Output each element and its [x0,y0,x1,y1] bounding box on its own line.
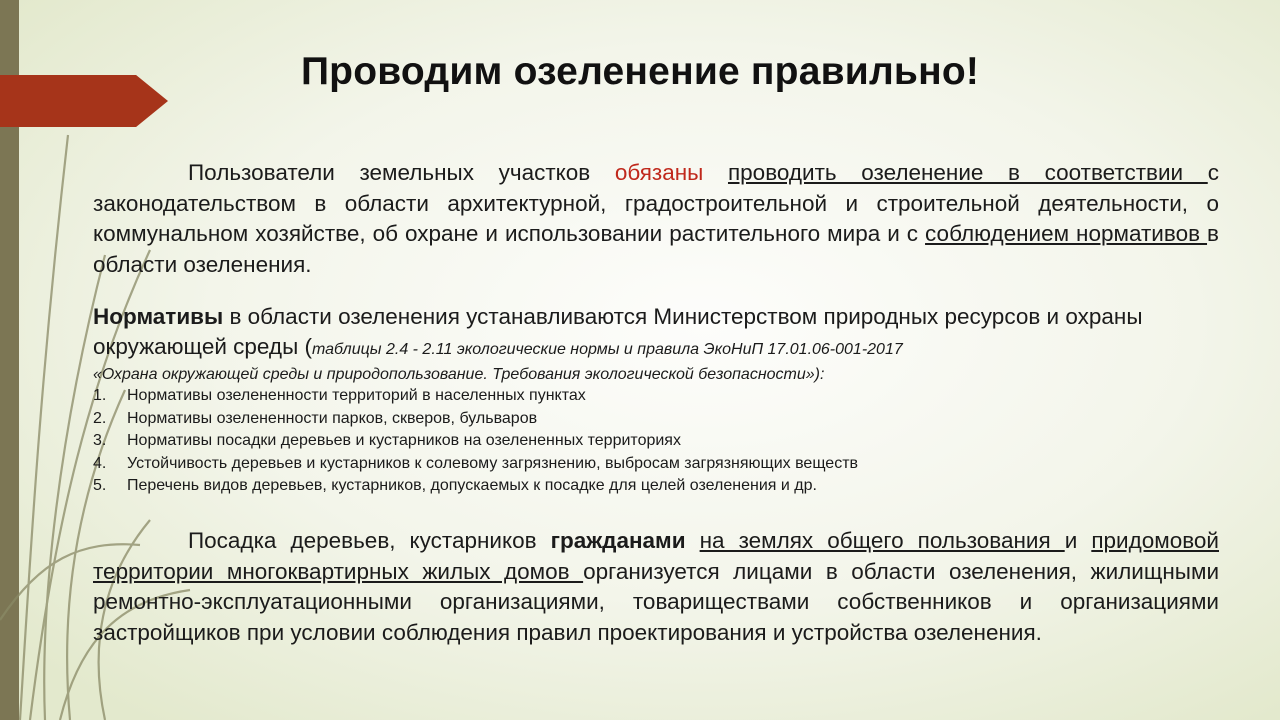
list-item-number: 3. [93,432,107,449]
list-item [93,385,1233,408]
list-item [93,475,1233,498]
planting-paragraph [93,526,1219,648]
norms-list [93,385,1233,498]
para3-underline-2: придомовой территории многоквартирных жилых домов [93,528,1219,584]
para3-text-d: организуется лицами в области озеленения, жилищными ремонтно-эксплуатационными организациями, товариществами собственников и организациями застройщиков при условии соблюдения правил проектирования и устройства озеленения. [93,558,1220,645]
obligated-highlight: обязаны [614,160,704,185]
list-item-number: 1. [93,387,107,404]
list-item-number: 4. [93,454,107,472]
list-item-text: Нормативы посадки деревьев и кустарников на озелененных территориях [127,432,681,449]
obligations-paragraph [93,158,1219,280]
list-item [93,430,1233,453]
list-item-number: 5. [93,477,107,494]
norms-bold-label: Нормативы [93,304,224,329]
list-item-text: Нормативы озелененности территорий в населенных пунктах [127,387,586,404]
para1-text-d: в области озеленения. [93,221,1219,277]
para1-text-a: Пользователи земельных участков [188,160,615,185]
norms-reference: таблицы 2.4 - 2.11 экологические нормы и правила ЭкоНиП 17.01.06-001-2017 [311,341,903,358]
norms-text-a: в области озеленения устанавливаются Министерством природных ресурсов и охраны окружающей среды ( [93,304,1143,359]
para1-text-b [703,160,728,185]
para3-underline-1: на землях общего пользования [699,528,1065,553]
norms-section [93,302,1233,498]
norms-standard-title: «Охрана окружающей среды и природопользование. Требования экологической безопасности»): [93,366,825,383]
list-item-text: Перечень видов деревьев, кустарников, допускаемых к посадке для целей озеленения и др. [127,477,817,494]
list-item-text: Устойчивость деревьев и кустарников к солевому загрязнению, выбросам загрязняющих веществ [127,454,859,472]
para3-text-a: Посадка деревьев, кустарников [188,528,551,553]
list-item-number: 2. [93,409,107,427]
para1-text-c: с законодательством в области архитектурной, градостроительной и строительной деятельности, о коммунальном хозяйстве, об охране и использовании растительного мира и с [93,160,1219,246]
norms-intro [93,302,1233,365]
page-title: Проводим озеленение правильно! [300,50,980,93]
para1-underline-1: проводить озеленение в соответствии [727,160,1208,185]
citizens-bold: гражданами [550,528,686,553]
para3-text-c: и [1064,528,1092,553]
list-item-text: Нормативы озелененности парков, скверов, бульваров [127,409,538,427]
para3-text-b [686,528,700,553]
list-item [93,408,1233,431]
list-item [93,453,1233,476]
para1-underline-2: соблюдением нормативов [925,221,1208,246]
